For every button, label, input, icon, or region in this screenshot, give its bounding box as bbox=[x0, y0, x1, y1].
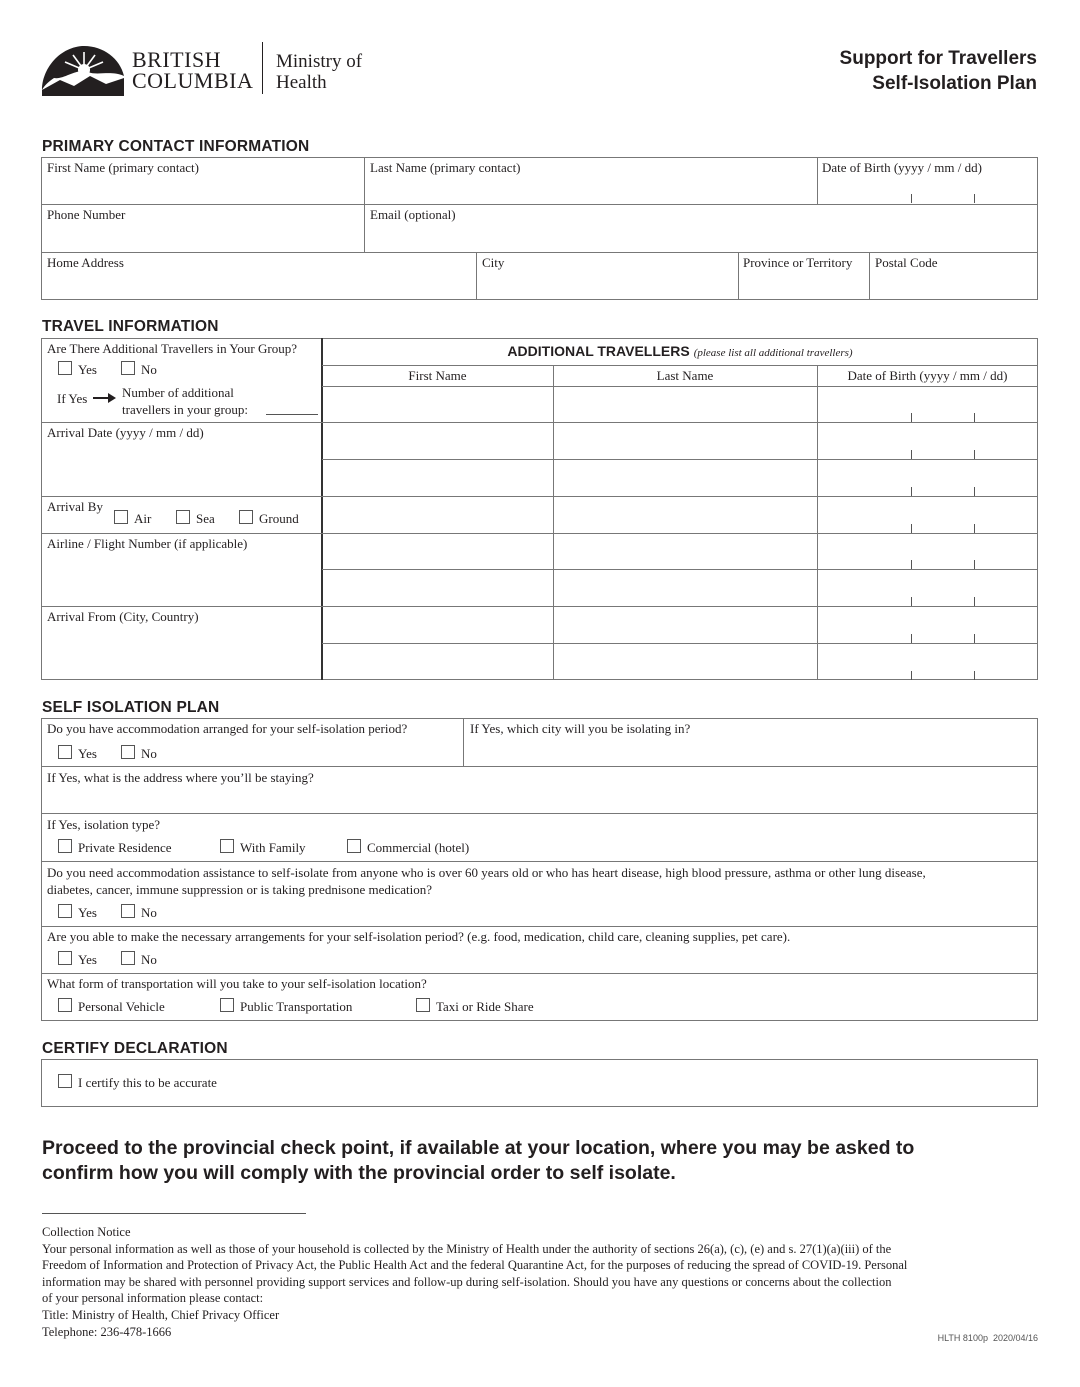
email-field[interactable]: Email (optional) bbox=[370, 207, 456, 222]
title-line-1: Support for Travellers bbox=[839, 48, 1037, 69]
commercial-hotel-checkbox[interactable] bbox=[347, 839, 361, 853]
taxi-rideshare-checkbox[interactable] bbox=[416, 998, 430, 1012]
number-additional-label bbox=[122, 384, 248, 418]
notice-divider bbox=[42, 1213, 306, 1214]
arrival-sea-checkbox[interactable] bbox=[176, 510, 190, 524]
assistance-line-2: diabetes, cancer, immune suppression or is taking prednisone medication? bbox=[47, 882, 433, 897]
city-field[interactable]: City bbox=[482, 255, 505, 270]
accommodation-yes-label: Yes bbox=[78, 746, 97, 761]
table-row[interactable] bbox=[322, 386, 1038, 422]
table-row[interactable] bbox=[322, 459, 1038, 496]
private-residence-label: Private Residence bbox=[78, 840, 172, 855]
col-last-name: Last Name bbox=[656, 368, 714, 383]
certify-checkbox[interactable] bbox=[58, 1074, 72, 1088]
proceed-line-1: Proceed to the provincial check point, if available at your location, where you may be asked to bbox=[42, 1137, 915, 1159]
arrival-ground-checkbox[interactable] bbox=[239, 510, 253, 524]
section-certify-declaration: CERTIFY DECLARATION bbox=[42, 1040, 228, 1057]
taxi-rideshare-label: Taxi or Ride Share bbox=[436, 999, 534, 1014]
certify-label: I certify this to be accurate bbox=[78, 1075, 217, 1090]
arrangements-yes-label: Yes bbox=[78, 952, 97, 967]
notice-title: Collection Notice bbox=[42, 1225, 131, 1239]
ministry-line-2: Health bbox=[276, 72, 327, 93]
section-self-isolation-plan: SELF ISOLATION PLAN bbox=[42, 699, 220, 716]
arrangements-no-checkbox[interactable] bbox=[121, 951, 135, 965]
phone-field[interactable]: Phone Number bbox=[47, 207, 126, 222]
additional-travellers-title: ADDITIONAL TRAVELLERS bbox=[507, 343, 690, 359]
accommodation-no-checkbox[interactable] bbox=[121, 745, 135, 759]
number-line-1: Number of additional bbox=[122, 385, 234, 400]
arrangements-no-label: No bbox=[141, 952, 157, 967]
assistance-yes-label: Yes bbox=[78, 905, 97, 920]
proceed-line-2: confirm how you will comply with the provincial order to self isolate. bbox=[42, 1162, 676, 1184]
isolation-type-question: If Yes, isolation type? bbox=[47, 817, 161, 832]
proceed-instructions bbox=[42, 1136, 914, 1186]
isolation-city-field[interactable]: If Yes, which city will you be isolating in? bbox=[470, 721, 691, 736]
dob-field[interactable]: Date of Birth (yyyy / mm / dd) bbox=[822, 160, 982, 175]
title-line-2: Self-Isolation Plan bbox=[872, 73, 1037, 94]
arrangements-yes-checkbox[interactable] bbox=[58, 951, 72, 965]
col-dob: Date of Birth (yyyy / mm / dd) bbox=[847, 368, 1008, 383]
with-family-checkbox[interactable] bbox=[220, 839, 234, 853]
province-field[interactable]: Province or Territory bbox=[743, 255, 853, 270]
accommodation-yes-checkbox[interactable] bbox=[58, 745, 72, 759]
with-family-label: With Family bbox=[240, 840, 306, 855]
additional-no-checkbox[interactable] bbox=[121, 361, 135, 375]
flight-number-field[interactable]: Airline / Flight Number (if applicable) bbox=[47, 536, 248, 551]
home-address-field[interactable]: Home Address bbox=[47, 255, 124, 270]
bc-logo bbox=[40, 40, 370, 100]
collection-notice bbox=[42, 1224, 1037, 1340]
notice-line-2: Freedom of Information and Protection of Privacy Act, the Public Health Act and the federal Quarantine Act, for the purposes of reducing the spread of COVID-19. Personal bbox=[42, 1258, 908, 1273]
primary-contact-table bbox=[41, 157, 1038, 300]
number-of-travellers-input[interactable] bbox=[266, 414, 318, 415]
arrival-by-label: Arrival By bbox=[47, 499, 103, 514]
arrival-ground-label: Ground bbox=[259, 511, 299, 526]
accommodation-no-label: No bbox=[141, 746, 157, 761]
assistance-yes-checkbox[interactable] bbox=[58, 904, 72, 918]
arrow-right-icon bbox=[93, 392, 117, 404]
assistance-line-1: Do you need accommodation assistance to self-isolate from anyone who is over 60 years old or who has heart disease, high blood pressure, asthma or other lung disease, bbox=[47, 865, 926, 880]
personal-vehicle-label: Personal Vehicle bbox=[78, 999, 165, 1014]
ministry-line-1: Ministry of bbox=[276, 51, 363, 72]
assistance-no-label: No bbox=[141, 905, 157, 920]
arrival-sea-label: Sea bbox=[196, 511, 215, 526]
notice-line-6: Telephone: 236-478-1666 bbox=[42, 1324, 172, 1339]
table-row[interactable] bbox=[322, 533, 1038, 569]
if-yes-label: If Yes bbox=[57, 391, 88, 406]
notice-line-5: Title: Ministry of Health, Chief Privacy Officer bbox=[42, 1307, 280, 1322]
table-row[interactable] bbox=[322, 422, 1038, 459]
section-primary-contact: PRIMARY CONTACT INFORMATION bbox=[42, 138, 310, 155]
table-row[interactable] bbox=[322, 606, 1038, 643]
private-residence-checkbox[interactable] bbox=[58, 839, 72, 853]
arrival-air-label: Air bbox=[134, 511, 152, 526]
number-line-2: travellers in your group: bbox=[122, 402, 248, 417]
isolation-address-field[interactable]: If Yes, what is the address where you’ll be staying? bbox=[47, 770, 314, 785]
logo-line-british: BRITISH bbox=[132, 47, 222, 72]
public-transport-label: Public Transportation bbox=[240, 999, 353, 1014]
additional-yes-label: Yes bbox=[78, 362, 97, 377]
table-row[interactable] bbox=[322, 569, 1038, 606]
arrival-date-field[interactable]: Arrival Date (yyyy / mm / dd) bbox=[47, 425, 204, 440]
arrival-air-checkbox[interactable] bbox=[114, 510, 128, 524]
additional-yes-checkbox[interactable] bbox=[58, 361, 72, 375]
assistance-no-checkbox[interactable] bbox=[121, 904, 135, 918]
additional-no-label: No bbox=[141, 362, 157, 377]
commercial-hotel-label: Commercial (hotel) bbox=[367, 840, 470, 855]
postal-code-field[interactable]: Postal Code bbox=[875, 255, 938, 270]
logo-line-columbia: COLUMBIA bbox=[132, 68, 254, 93]
additional-travellers-question: Are There Additional Travellers in Your Group? bbox=[47, 341, 297, 356]
table-row[interactable] bbox=[322, 643, 1038, 680]
form-code: HLTH 8100p 2020/04/16 bbox=[937, 1333, 1038, 1343]
arrival-from-field[interactable]: Arrival From (City, Country) bbox=[47, 609, 199, 624]
accommodation-question: Do you have accommodation arranged for your self-isolation period? bbox=[47, 721, 408, 736]
sun-mountain-icon bbox=[40, 40, 126, 96]
notice-line-3: information may be shared with personnel providing support services and follow-up during self-isolation. Should you have any questions or concerns about the collection bbox=[42, 1274, 892, 1289]
last-name-field[interactable]: Last Name (primary contact) bbox=[370, 160, 521, 175]
public-transport-checkbox[interactable] bbox=[220, 998, 234, 1012]
col-first-name: First Name bbox=[408, 368, 467, 383]
additional-travellers-note: (please list all additional travellers) bbox=[693, 347, 853, 359]
personal-vehicle-checkbox[interactable] bbox=[58, 998, 72, 1012]
additional-travellers-heading bbox=[322, 343, 1038, 361]
transport-question: What form of transportation will you take to your self-isolation location? bbox=[47, 976, 427, 991]
notice-line-4: of your personal information please contact: bbox=[42, 1291, 264, 1306]
section-travel-information: TRAVEL INFORMATION bbox=[42, 318, 219, 335]
traveller-rows bbox=[322, 386, 1038, 680]
assistance-question bbox=[47, 864, 926, 898]
table-row[interactable] bbox=[322, 496, 1038, 533]
first-name-field[interactable]: First Name (primary contact) bbox=[47, 160, 199, 175]
document-title bbox=[840, 46, 1037, 96]
arrangements-question: Are you able to make the necessary arrangements for your self-isolation period? (e.g. food, medication, child care, cleaning supplies, pet care). bbox=[47, 929, 791, 944]
notice-line-1: Your personal information as well as those of your household is collected by the Ministry of Health under the authority of sections 26(a), (c), (e) and s. 27(1)(a)(iii) of the bbox=[42, 1241, 892, 1256]
